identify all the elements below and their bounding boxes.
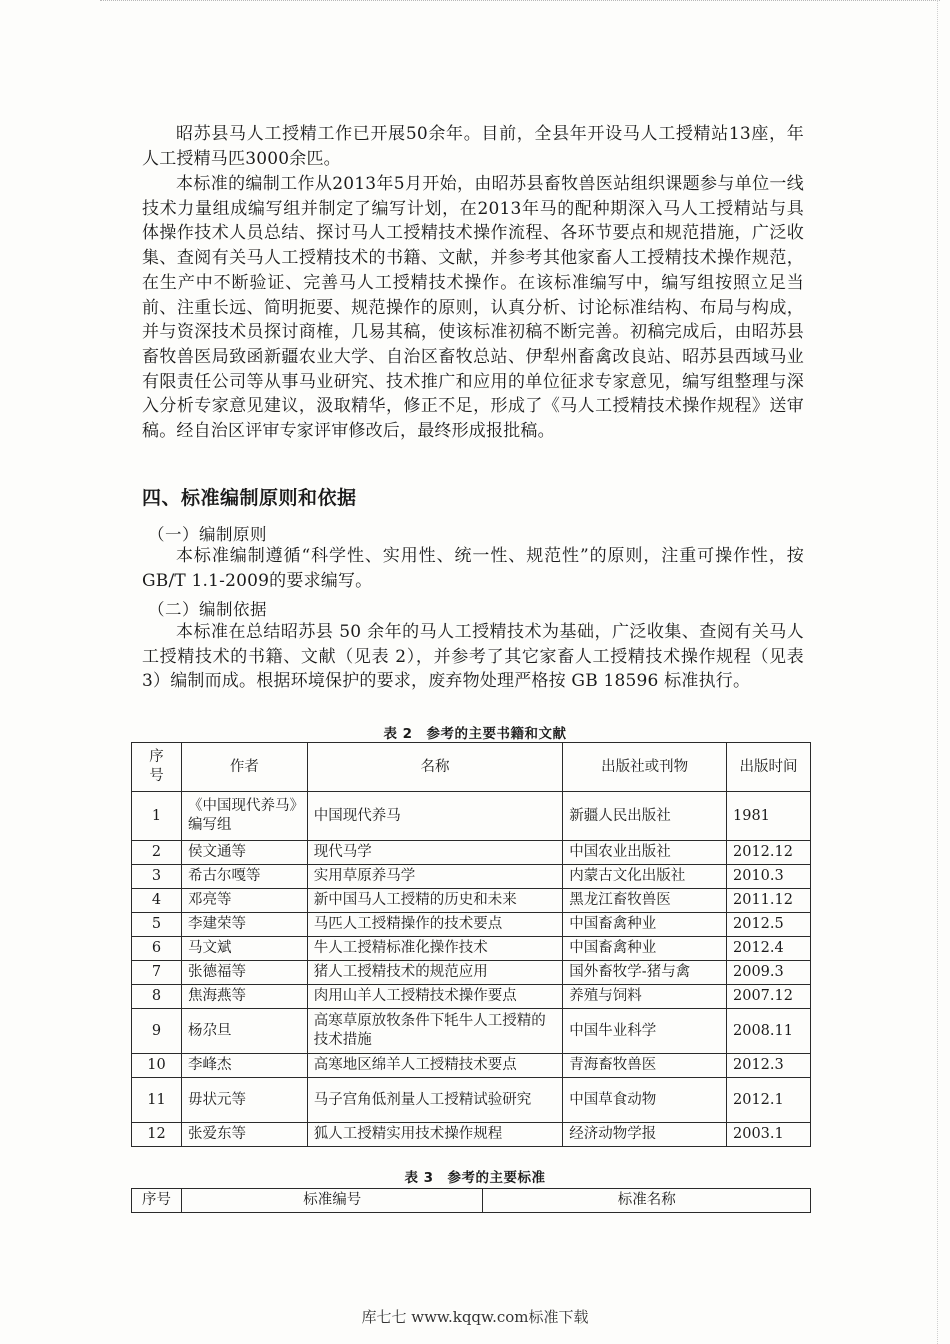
table-header-date: 出版时间 [727,743,811,792]
references-table [131,742,811,1147]
table-header-title: 名称 [307,743,563,792]
cell-author: 侯文通等 [181,841,307,865]
section-heading-4: 四、标准编制原则和依据 [142,487,357,509]
standards-table [131,1188,811,1213]
cell-index: 3 [132,865,182,889]
cell-date: 1981 [727,792,811,841]
cell-publisher: 黑龙江畜牧兽医 [563,889,727,913]
cell-index: 9 [132,1009,182,1054]
cell-author: 张爱东等 [181,1123,307,1147]
cell-author: 马文斌 [181,937,307,961]
cell-title: 狐人工授精实用技术操作规程 [307,1123,563,1147]
table3-header-name: 标准名称 [483,1189,811,1213]
table-header-publisher: 出版社或刊物 [563,743,727,792]
cell-index: 2 [132,841,182,865]
paragraph-intro: 昭苏县马人工授精工作已开展50余年。目前，全县年开设马人工授精站13座，年人工授精马匹3000余匹。 [142,124,804,169]
table-row [132,1078,811,1123]
cell-title: 新中国马人工授精的历史和未来 [307,889,563,913]
cell-title: 高寒草原放牧条件下牦牛人工授精的技术措施 [307,1009,563,1054]
table-row [132,865,811,889]
cell-author: 李峰杰 [181,1054,307,1078]
cell-publisher: 中国草食动物 [563,1078,727,1123]
cell-title: 实用草原养马学 [307,865,563,889]
cell-publisher: 内蒙古文化出版社 [563,865,727,889]
cell-index: 12 [132,1123,182,1147]
cell-date: 2008.11 [727,1009,811,1054]
cell-date: 2012.4 [727,937,811,961]
footer-watermark: 库七七 www.kqqw.com标准下载 [361,1308,589,1326]
paragraph-principles: 本标准编制遵循“科学性、实用性、统一性、规范性”的原则，注重可操作性，按GB/T 1.1-2009的要求编写。 [142,546,804,591]
cell-author: 杨尕旦 [181,1009,307,1054]
cell-author: 焦海燕等 [181,985,307,1009]
cell-publisher: 经济动物学报 [563,1123,727,1147]
cell-title: 猪人工授精技术的规范应用 [307,961,563,985]
cell-author: 李建荣等 [181,913,307,937]
table-row [132,889,811,913]
cell-author: 《中国现代养马》编写组 [181,792,307,841]
cell-title: 马子宫角低剂量人工授精试验研究 [307,1078,563,1123]
paragraph-basis: 本标准在总结昭苏县 50 余年的马人工授精技术为基础，广泛收集、查阅有关马人工授精技术的书籍、文献（见表 2），并参考了其它家畜人工授精技术操作规程（见表 3）编制而成。根据环境保护的要求，废弃物处理严格按 GB 18596 标准执行。 [142,622,804,692]
table2-caption: 表 2 参考的主要书籍和文献 [383,726,567,742]
table-header-author: 作者 [181,743,307,792]
table-row [132,937,811,961]
cell-index: 1 [132,792,182,841]
cell-index: 7 [132,961,182,985]
cell-title: 现代马学 [307,841,563,865]
paragraph-drafting-process: 本标准的编制工作从2013年5月开始，由昭苏县畜牧兽医站组织课题参与单位一线技术力量组成编写组并制定了编写计划，在2013年马的配种期深入马人工授精站与具体操作技术人员总结、探讨马人工授精技术操作流程、各环节要点和规范措施，广泛收集、查阅有关马人工授精技术的书籍、文献，并参考其他家畜人工授精技术操作规范，在生产中不断验证、完善马人工授精技术操作。在该标准编写中，编写组按照立足当前、注重长远、简明扼要、规范操作的原则，认真分析、讨论标准结构、布局与构成，并与资深技术员探讨商榷，几易其稿，使该标准初稿不断完善。初稿完成后，由昭苏县畜牧兽医局致函新疆农业大学、自治区畜牧总站、伊犁州畜禽改良站、昭苏县西域马业有限责任公司等从事马业研究、技术推广和应用的单位征求专家意见，编写组整理与深入分析专家意见建议，汲取精华，修正不足，形成了《马人工授精技术操作规程》送审稿。经自治区评审专家评审修改后，最终形成报批稿。 [142,174,804,442]
table-header-index: 序号 [132,743,182,792]
table-row [132,841,811,865]
cell-index: 8 [132,985,182,1009]
cell-title: 马匹人工授精操作的技术要点 [307,913,563,937]
cell-date: 2012.12 [727,841,811,865]
table-row [132,1123,811,1147]
table-row [132,961,811,985]
scan-edge-right [936,0,938,1344]
cell-author: 希古尔嘎等 [181,865,307,889]
cell-date: 2012.5 [727,913,811,937]
cell-publisher: 中国畜禽种业 [563,937,727,961]
table-row [132,792,811,841]
cell-date: 2009.3 [727,961,811,985]
cell-date: 2003.1 [727,1123,811,1147]
table-row [132,913,811,937]
cell-publisher: 国外畜牧学-猪与禽 [563,961,727,985]
cell-publisher: 中国畜禽种业 [563,913,727,937]
table-row [132,985,811,1009]
cell-title: 高寒地区绵羊人工授精技术要点 [307,1054,563,1078]
table3-header-code: 标准编号 [181,1189,483,1213]
table3-caption: 表 3 参考的主要标准 [404,1170,546,1186]
table-row [132,1054,811,1078]
cell-date: 2010.3 [727,865,811,889]
cell-date: 2007.12 [727,985,811,1009]
table-row [132,1009,811,1054]
cell-index: 5 [132,913,182,937]
cell-date: 2012.3 [727,1054,811,1078]
cell-author: 邓亮等 [181,889,307,913]
subheading-principles: （一）编制原则 [148,525,267,544]
cell-publisher: 中国牛业科学 [563,1009,727,1054]
cell-publisher: 青海畜牧兽医 [563,1054,727,1078]
cell-index: 4 [132,889,182,913]
cell-title: 肉用山羊人工授精技术操作要点 [307,985,563,1009]
table3-header-index: 序号 [132,1189,182,1213]
cell-publisher: 新疆人民出版社 [563,792,727,841]
cell-index: 6 [132,937,182,961]
subheading-basis: （二）编制依据 [148,600,267,619]
cell-date: 2011.12 [727,889,811,913]
cell-index: 11 [132,1078,182,1123]
scan-edge-marks [100,0,940,9]
cell-date: 2012.1 [727,1078,811,1123]
cell-title: 中国现代养马 [307,792,563,841]
cell-index: 10 [132,1054,182,1078]
cell-publisher: 养殖与饲料 [563,985,727,1009]
cell-title: 牛人工授精标准化操作技术 [307,937,563,961]
cell-publisher: 中国农业出版社 [563,841,727,865]
cell-author: 毋状元等 [181,1078,307,1123]
cell-author: 张德福等 [181,961,307,985]
